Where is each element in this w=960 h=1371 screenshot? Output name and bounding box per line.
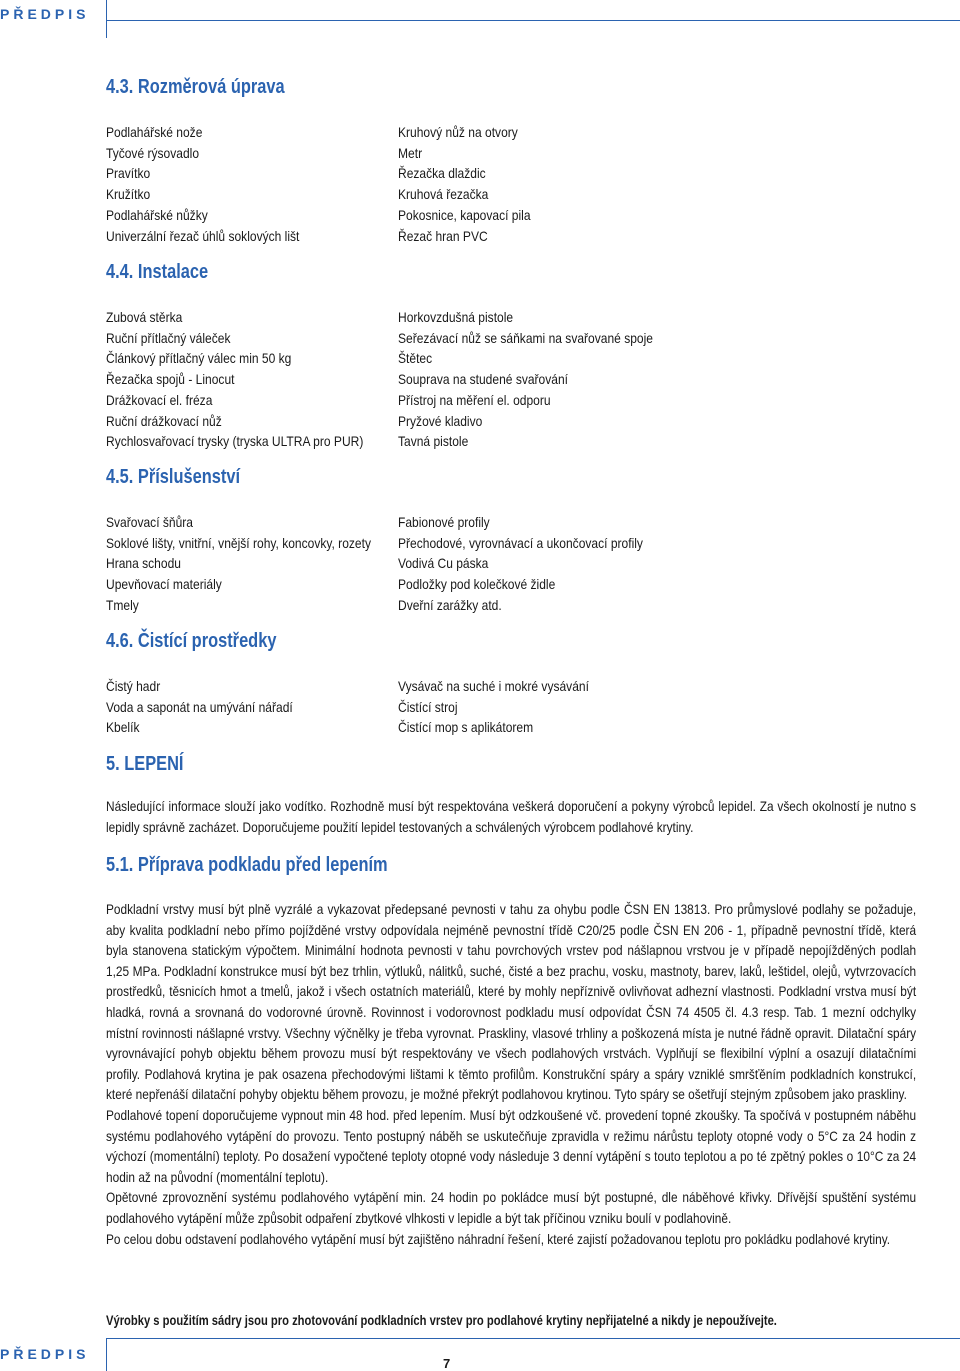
section-5-intro bbox=[106, 797, 916, 838]
footer-divider bbox=[106, 1338, 107, 1371]
list-item: Podlahářské nůžky bbox=[106, 206, 208, 223]
footer-brand: PŘEDPIS bbox=[0, 1346, 90, 1362]
section-4-3-left-list bbox=[106, 122, 299, 246]
list-item: Drážkovací el. fréza bbox=[106, 391, 213, 408]
header-rule bbox=[106, 20, 960, 21]
page-number: 7 bbox=[443, 1356, 451, 1371]
list-item: Svařovací šňůra bbox=[106, 514, 194, 530]
list-item: Tyčové rýsovadlo bbox=[106, 144, 200, 161]
list-item: Fabionové profily bbox=[398, 514, 490, 530]
section-5-1-body bbox=[106, 900, 916, 1250]
section-title-4-6: 4.6. Čistící prostředky bbox=[106, 630, 277, 652]
list-item: Podložky pod kolečkové židle bbox=[398, 576, 556, 593]
section-title-5-1: 5.1. Příprava podkladu před lepením bbox=[106, 854, 388, 876]
paragraph: Po celou dobu odstavení podlahového vytápění musí být zajištěno náhradní řešení, které zajistí požadovanou teplotu pro pokládku podlahové krytiny. bbox=[106, 1231, 891, 1247]
paragraph: Opětovné zprovoznění systému podlahového vytápění min. 24 hodin po pokládce musí být postupné, dle náběhové křivky. Dřívější spuštění systému podlahového vytápění může způsobit odpaření zbytkové vlhkosti v lepidle a být tak příčinou vzniku boulí v podlahovině. bbox=[106, 1190, 917, 1226]
list-item: Dveřní zarážky atd. bbox=[398, 596, 502, 613]
list-item: Podlahářské nože bbox=[106, 124, 203, 140]
list-item: Přístroj na měření el. odporu bbox=[398, 391, 551, 408]
list-item: Pryžové kladivo bbox=[398, 412, 483, 429]
list-item: Kruhová řezačka bbox=[398, 186, 489, 203]
section-4-3-right-list bbox=[398, 122, 531, 246]
list-item: Ruční drážkovací nůž bbox=[106, 412, 222, 429]
list-item: Řezačka dlaždic bbox=[398, 165, 486, 182]
section-title-4-4: 4.4. Instalace bbox=[106, 261, 209, 283]
list-item: Štětec bbox=[398, 350, 433, 367]
list-item: Voda a saponát na umývání nářadí bbox=[106, 698, 293, 715]
gypsum-warning: Výrobky s použitím sádry jsou pro zhotovování podkladních vrstev pro podlahové krytiny nepřijatelné a nikdy je nepoužívejte. bbox=[106, 1312, 777, 1328]
list-item: Zubová stěrka bbox=[106, 309, 183, 325]
list-item: Přechodové, vyrovnávací a ukončovací profily bbox=[398, 534, 643, 551]
list-item: Kruhový nůž na otvory bbox=[398, 124, 518, 140]
list-item: Rychlosvařovací trysky (tryska ULTRA pro PUR) bbox=[106, 433, 364, 450]
list-item: Čistící stroj bbox=[398, 698, 458, 715]
section-4-4-left-list bbox=[106, 307, 363, 452]
header-brand: PŘEDPIS bbox=[0, 6, 90, 22]
list-item: Horkovzdušná pistole bbox=[398, 309, 514, 325]
section-title-5: 5. LEPENÍ bbox=[106, 753, 184, 775]
list-item: Pokosnice, kapovací pila bbox=[398, 206, 531, 223]
list-item: Kružítko bbox=[106, 186, 151, 203]
footer-rule bbox=[106, 1338, 960, 1339]
section-title-4-3: 4.3. Rozměrová úprava bbox=[106, 76, 285, 98]
section-4-4-right-list bbox=[398, 307, 653, 452]
section-4-6-left-list bbox=[106, 676, 293, 738]
list-item: Řezač hran PVC bbox=[398, 227, 488, 244]
list-item: Tavná pistole bbox=[398, 433, 469, 450]
list-item: Univerzální řezač úhlů soklových lišt bbox=[106, 227, 300, 244]
section-4-6-right-list bbox=[398, 676, 589, 738]
list-item: Hrana schodu bbox=[106, 555, 181, 572]
paragraph: Podkladní vrstvy musí být plně vyzrálé a vykazovat předepsané pevnosti v tahu za ohybu podle ČSN EN 13813. Pro průmyslové podlahy se požaduje, aby kvalita podkladní nebo přímo pojížděné vrstvy odpovídala nejméně pevnostní třídě C20/25 podle ČSN EN 206 - 1, případně pevnostní třídě, která byla stanovena statickým výpočtem. Minimální hodnota pevnosti v tahu povrchových vrstev pod nášlapnou vrstvou je v případě nepojížděných podlah 1,25 MPa. Podkladní konstrukce musí být bez trhlin, výtluků, nálitků, suché, čisté a bez prachu, vosku, mastnoty, barev, laků, leštidel, olejů, vytvrzovacích prostředků, těsnicích hmot a tmelů, jakož i všech ostatních materiálů, které by mohly nepříznivě ovlivňovat adhezní vlastnosti. Podkladní vrstva musí být hladká, rovná a srovnaná do vodorovné úrovně. Rovinnost i vodorovnost podkladu musí odpovídat ČSN 74 4505 čl. 4.3 resp. Tab. 1 mezní odchylky místní rovinnosti nášlapné vrstvy. Všechny výčnělky je třeba vyrovnat. Praskliny, vlasové trhliny a poškozená místa je nutné řádně opravit. Dilatační spáry vyrovnávající pohyb objektu během provozu musí být respektovány ve všech podlahových vrstvách. Vyplňují se flexibilní výplní a osazují dilatačními profily. Podlahová krytina je pak osazena přechodovými lištami k těmto profilům. Konstrukční spáry a spáry vzniklé smršťěním podkladních konstrukcí, které nepřenáší dilatační pohyby objektu během provozu, je možné překrýt podlahovou krytinou. Tyto spáry se ošetřují stejným způsobem jako praskliny. bbox=[106, 902, 917, 1103]
list-item: Ruční přítlačný váleček bbox=[106, 329, 231, 346]
paragraph: Následující informace slouží jako vodítko. Rozhodně musí být respektována veškerá doporučení a pokyny výrobců lepidel. Za všech okolností je nutno s lepidly správně zacházet. Doporučujeme použití lepidel testovaných a schválených výrobcem podlahové krytiny. bbox=[106, 799, 917, 835]
section-title-4-5: 4.5. Příslušenství bbox=[106, 466, 241, 488]
header-divider bbox=[106, 0, 107, 38]
section-4-5-right-list bbox=[398, 512, 643, 616]
list-item: Upevňovací materiály bbox=[106, 576, 222, 593]
list-item: Vodivá Cu páska bbox=[398, 555, 489, 572]
paragraph: Podlahové topení doporučujeme vypnout min 48 hod. před lepením. Musí být odzkoušené vč. provedení topné zkoušky. Ta spočívá v postupném náběhu systému podlahového vytápění do provozu. Tento postupný náběh se uskutečňuje zpravidla v režimu nárůstu teploty otopné vody o 5°C za 24 hodin z výchozí (momentální) teploty. Po dosažení vypočtené teploty otopné vody následuje 3 denní vytápění s touto teplotou a po té zpětný pokles o 10°C za 24 hodin až na původní (momentální teplotu). bbox=[106, 1107, 917, 1185]
list-item: Článkový přítlačný válec min 50 kg bbox=[106, 350, 292, 367]
list-item: Čistý hadr bbox=[106, 678, 161, 694]
list-item: Souprava na studené svařování bbox=[398, 371, 569, 388]
list-item: Vysávač na suché i mokré vysávání bbox=[398, 678, 589, 694]
list-item: Seřezávací nůž se sáňkami na svařované spoje bbox=[398, 329, 653, 346]
list-item: Pravítko bbox=[106, 165, 151, 182]
list-item: Čistící mop s aplikátorem bbox=[398, 719, 534, 736]
list-item: Řezačka spojů - Linocut bbox=[106, 371, 235, 388]
section-4-5-left-list bbox=[106, 512, 371, 616]
list-item: Soklové lišty, vnitřní, vnější rohy, koncovky, rozety bbox=[106, 534, 371, 551]
list-item: Metr bbox=[398, 144, 423, 161]
list-item: Tmely bbox=[106, 596, 139, 613]
list-item: Kbelík bbox=[106, 719, 140, 736]
